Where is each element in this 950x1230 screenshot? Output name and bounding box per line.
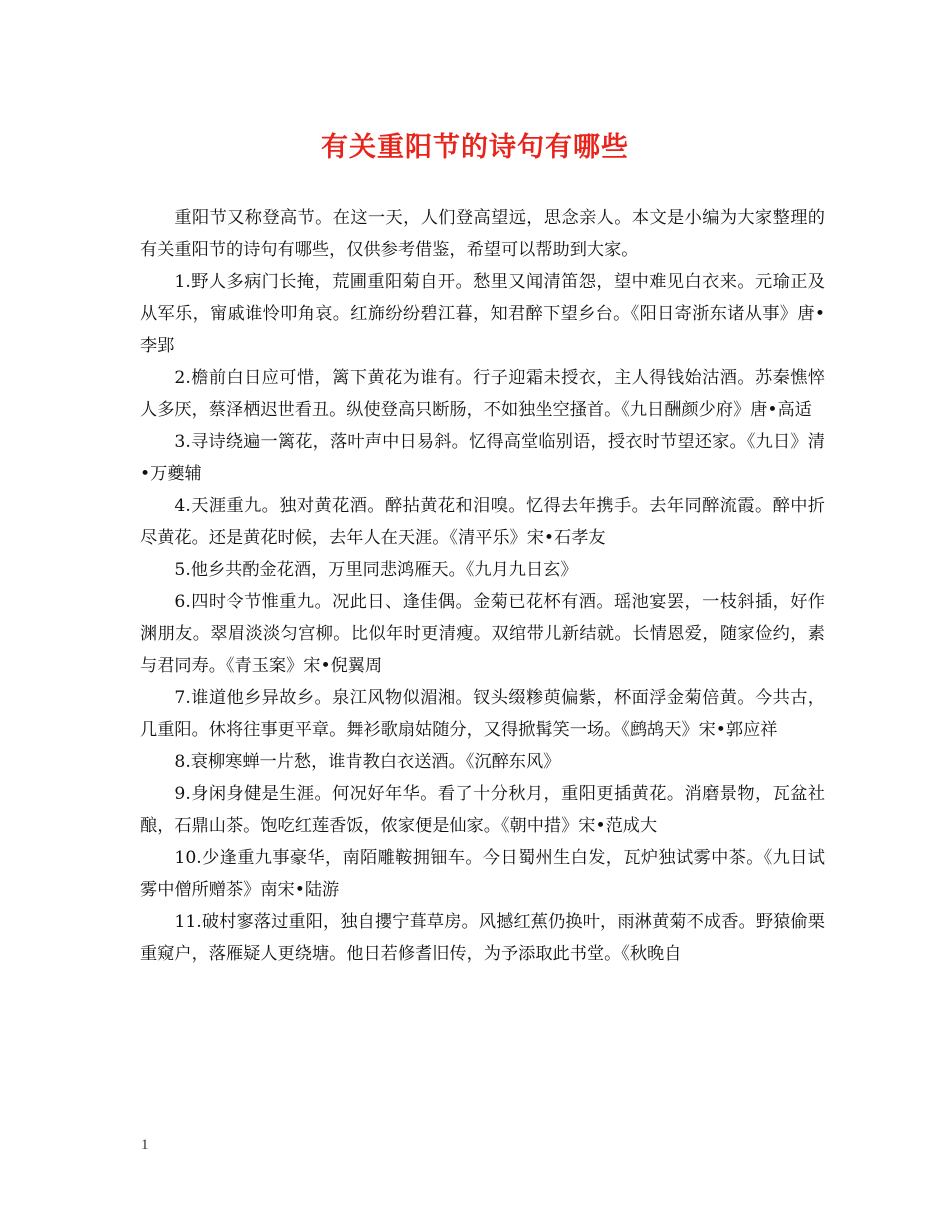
document-body <box>140 202 825 970</box>
document-title: 有关重阳节的诗句有哪些 <box>321 132 629 163</box>
poem-item-4: 4.天涯重九。独对黄花酒。醉拈黄花和泪嗅。忆得去年携手。去年同醉流霞。醉中折尽黄花。还是黄花时候，去年人在天涯。《清平乐》宋•石孝友 <box>140 496 825 548</box>
poem-item-7: 7.谁道他乡异故乡。泉江风物似湄湘。钗头缀糁萸偏紫，杯面浮金菊倍黄。今共古，几重阳。休将往事更平章。舞衫歌扇姑随分，又得掀髯笑一场。《鹧鸪天》宋•郭应祥 <box>140 688 825 740</box>
poem-item-2: 2.檐前白日应可惜，篱下黄花为谁有。行子迎霜未授衣，主人得钱始沽酒。苏秦憔悴人多厌，蔡泽栖迟世看丑。纵使登高只断肠，不如独坐空搔首。《九日酬颜少府》唐•高适 <box>140 368 825 420</box>
poem-item-10: 10.少逢重九事豪华，南陌雕鞍拥钿车。今日蜀州生白发，瓦炉独试雾中茶。《九日试雾中僧所赠茶》南宋•陆游 <box>140 848 825 900</box>
poem-item-5: 5.他乡共酌金花酒，万里同悲鸿雁天。《九月九日玄》 <box>174 560 578 580</box>
poem-item-11: 11.破村寥落过重阳，独自攖宁葺草房。风撼红蕉仍换叶，雨淋黄菊不成香。野猿偷栗重窥户，落雁疑人更绕塘。他日若修耆旧传，为予添取此书堂。《秋晚自 <box>140 912 825 964</box>
poem-item-9: 9.身闲身健是生涯。何况好年华。看了十分秋月，重阳更插黄花。消磨景物，瓦盆社酿，石鼎山茶。饱吃红莲香饭，侬家便是仙家。《朝中措》宋•范成大 <box>140 784 825 836</box>
poem-item-8: 8.衰柳寒蝉一片愁，谁肯教白衣送酒。《沉醉东风》 <box>174 752 561 772</box>
intro-paragraph: 重阳节又称登高节。在这一天，人们登高望远，思念亲人。本文是小编为大家整理的有关重阳节的诗句有哪些，仅供参考借鉴，希望可以帮助到大家。 <box>140 208 825 260</box>
poem-item-6: 6.四时令节惟重九。况此日、逢佳偶。金菊已花杯有酒。瑶池宴罢，一枝斜插，好作渊朋友。翠眉淡淡匀宫柳。比似年时更清瘦。双绾带儿新结就。长情恩爱，随家俭约，素与君同寿。《青玉案》宋•倪翼周 <box>140 592 825 676</box>
poem-item-3: 3.寻诗绕遍一篱花，落叶声中日易斜。忆得高堂临别语，授衣时节望还家。《九日》清•万夔辅 <box>140 432 825 484</box>
poem-item-1: 1.野人多病门长掩，荒圃重阳菊自开。愁里又闻清笛怨，望中难见白衣来。元瑜正及从军乐，甯戚谁怜叩角哀。红旆纷纷碧江暮，知君醉下望乡台。《阳日寄浙东诸从事》唐•李郢 <box>140 272 825 356</box>
page-number: 1 <box>141 1137 149 1153</box>
